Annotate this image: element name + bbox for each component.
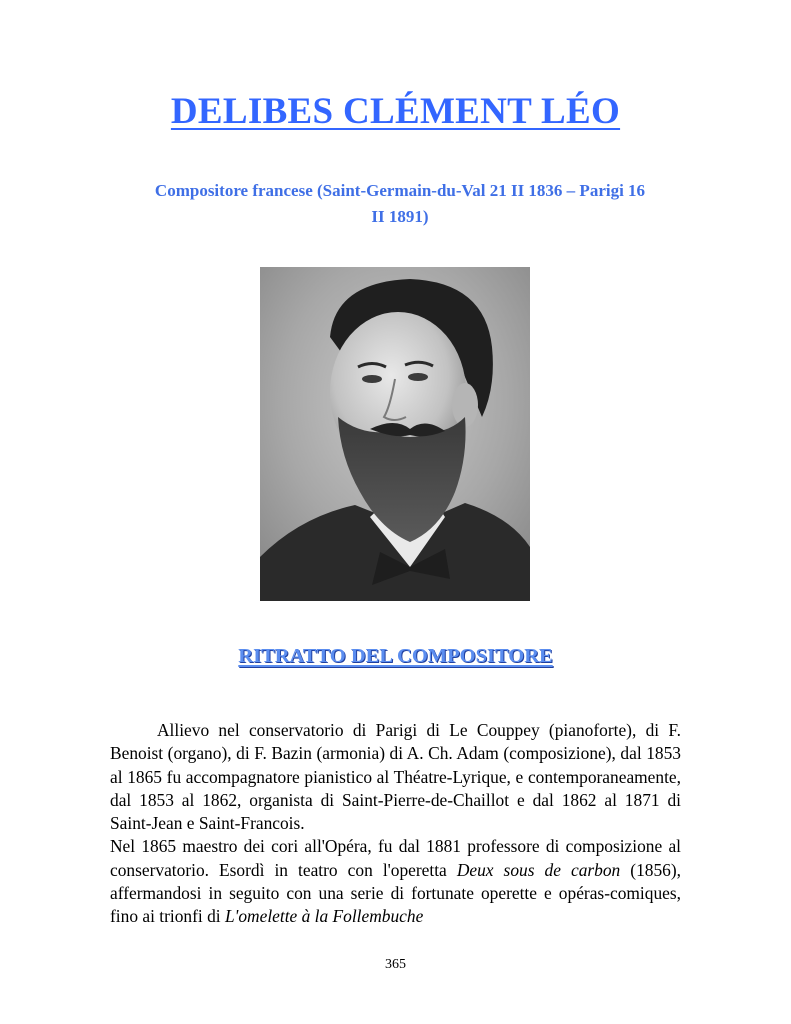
- paragraph-2-part-1: Nel 1865 maestro dei cori all'Opéra, fu dal 1881 professore di composizione al conservatorio. Esordì in teatro con l'operetta: [110, 836, 681, 880]
- portrait-photo-icon: [260, 267, 530, 601]
- work-title-omelette: L'omelette à la Follembuche: [224, 906, 424, 927]
- work-title-deux-sous-de-carbon: Deux sous de carbon: [456, 859, 621, 880]
- body-text: [110, 719, 681, 929]
- section-title: RITRATTO DEL COMPOSITORE: [238, 645, 553, 667]
- paragraph-1: Allievo nel conservatorio di Parigi di Le Couppey (pianoforte), di F. Benoist (organo), di F. Bazin (armonia) di A. Ch. Adam (composizione), dal 1853 al 1865 fu accompagnatore pianistico al Théatre-Lyrique, e contemporaneamente, dal 1853 al 1862, organista di Saint-Pierre-de-Chaillot e dal 1862 al 1871 di Saint-Jean e Saint-Francois.: [110, 720, 681, 834]
- page-title: DELIBES CLÉMENT LÉO: [170, 91, 621, 132]
- paragraph-2: [110, 835, 681, 928]
- paragraph-2-part-2: (1856), affermandosi in seguito con una serie di fortunate operette e opéras-comiques, fino ai trionfi di: [110, 859, 681, 927]
- page-number: 365: [385, 957, 406, 972]
- subtitle: Compositore francese (Saint-Germain-du-Val 21 II 1836 – Parigi 16 II 1891): [154, 181, 646, 226]
